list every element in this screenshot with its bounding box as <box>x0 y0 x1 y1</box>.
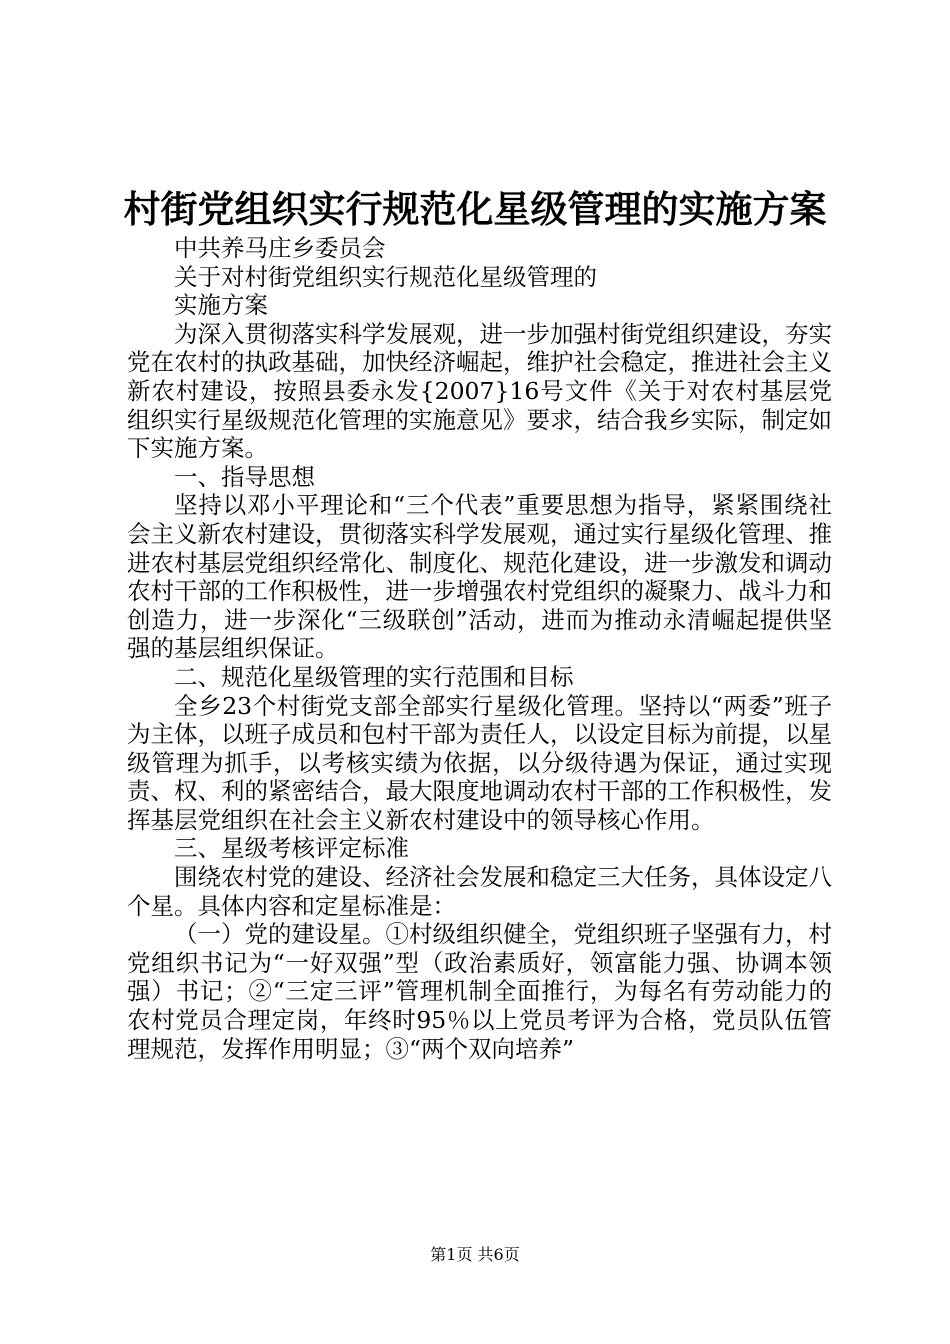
issuer-line: 中共养马庄乡委员会 <box>174 234 386 262</box>
section-paragraph-2: 全乡23个村街党支部全部实行星级化管理。坚持以“两委”班子为主体，以班子成员和包村干部为责任人，以设定目标为前提，以星级管理为抓手，以考核实绩为依据，以分级待遇为保证，通过实现责、权、利的紧密结合，最大限度地调动农村干部的工作积极性，发挥基层党组织在社会主义新农村建设中的领导核心作用。 <box>127 691 832 834</box>
section-heading-2: 二、规范化星级管理的实行范围和目标 <box>174 662 574 691</box>
section-heading-1: 一、指导思想 <box>174 462 315 491</box>
document-body <box>127 234 832 1063</box>
section-paragraph-4: （一）党的建设星。①村级组织健全，党组织班子坚强有力，村党组织书记为“一好双强”型（政治素质好，领富能力强、协调本领强）书记；②“三定三评”管理机制全面推行，为每名有劳动能力的农村党员合理定岗，年终时95％以上党员考评为合格，党员队伍管理规范，发挥作用明显；③“两个双向培养” <box>127 920 832 1063</box>
page-number-footer: 第1页 共6页 <box>430 1245 520 1264</box>
section-paragraph-1: 坚持以邓小平理论和“三个代表”重要思想为指导，紧紧围绕社会主义新农村建设，贯彻落实科学发展观，通过实行星级化管理、推进农村基层党组织经常化、制度化、规范化建设，进一步激发和调动农村干部的工作积极性，进一步增强农村党组织的凝聚力、战斗力和创造力，进一步深化“三级联创”活动，进而为推动永清崛起提供坚强的基层组织保证。 <box>127 491 832 663</box>
document-title: 村街党组织实行规范化星级管理的实施方案 <box>123 187 827 231</box>
subtitle-line-2: 实施方案 <box>174 291 268 320</box>
subtitle-line-1: 关于对村街党组织实行规范化星级管理的 <box>174 262 597 291</box>
section-paragraph-3: 围绕农村党的建设、经济社会发展和稳定三大任务，具体设定八个星。具体内容和定星标准是： <box>127 863 832 920</box>
section-heading-3: 三、星级考核评定标准 <box>174 834 409 863</box>
intro-paragraph: 为深入贯彻落实科学发展观，进一步加强村街党组织建设，夯实党在农村的执政基础，加快经济崛起，维护社会稳定，推进社会主义新农村建设，按照县委永发{2007}16号文件《关于对农村基层党组织实行星级规范化管理的实施意见》要求，结合我乡实际，制定如下实施方案。 <box>127 319 832 463</box>
